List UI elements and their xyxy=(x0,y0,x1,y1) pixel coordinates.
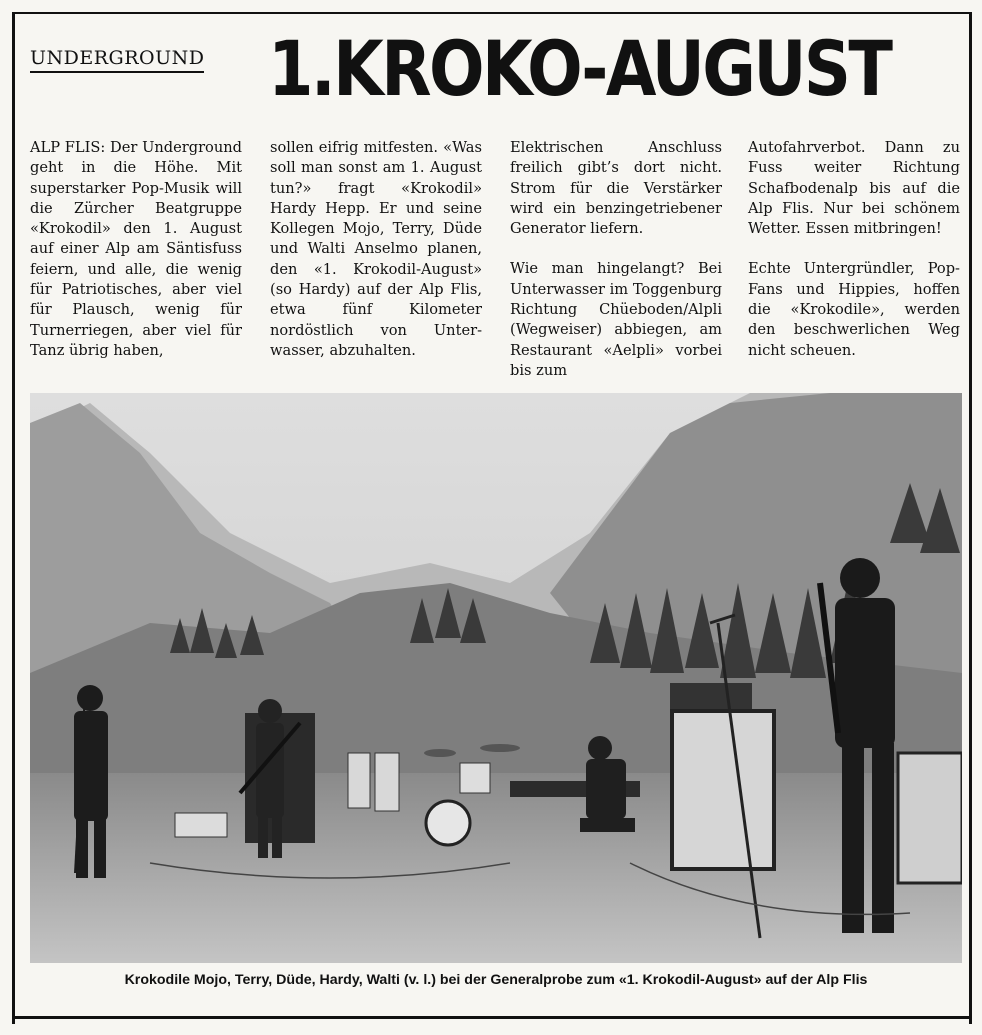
paragraph: sollen eifrig mitfesten. «Was soll man sonst am 1. August tun?» fragt «Krokodil» Hardy Hepp. Er und seine Kollegen Mojo, Terry, Düde und Walti Anselmo planen, den «1. Krokodil-August» (so Hardy) auf der Alp Flis, etwa fünf Kilometer nordöstlich von Unterwasser, abzuhalten. xyxy=(270,139,482,359)
text-column-4 xyxy=(748,138,960,381)
paragraph: Wie man hingelangt? Bei Unterwasser im Toggenburg Richtung Chüeboden/Alpli (Wegweiser) abbiegen, am Restaurant «Aelpli» vorbei bis zum xyxy=(510,260,722,379)
section-rubric: UNDERGROUND xyxy=(30,47,204,73)
paragraph: Autofahrverbot. Dann zu Fuss weiter Richtung Schafbodenalp bis auf die Alp Flis. Nur bei schönem Wetter. Essen mitbringen! xyxy=(748,139,960,238)
text-column-2 xyxy=(270,138,482,381)
paragraph: ALP FLIS: Der Underground geht in die Höhe. Mit superstarker Pop-Musik will die Zürcher Beatgruppe «Krokodil» den 1. August auf einer Alp am Säntisfuss feiern, und alle, die wenig für Patriotisches, aber viel für Plausch, wenig für Turnerriegen, aber viel für Tanz übrig haben, xyxy=(30,139,242,359)
paragraph: Echte Untergründler, Pop-Fans und Hippies, hoffen die «Krokodile», werden den beschwerlichen Weg nicht scheuen. xyxy=(748,260,960,359)
article-body xyxy=(30,138,962,388)
text-column-1 xyxy=(30,138,242,381)
headline: 1.KROKO-AUGUST xyxy=(268,24,891,113)
photo-caption: Krokodile Mojo, Terry, Düde, Hardy, Walti (v. l.) bei der Generalprobe zum «1. Krokodil-August» auf der Alp Flis xyxy=(124,972,868,988)
band-photo xyxy=(30,393,962,963)
text-column-3 xyxy=(510,138,722,401)
bottom-rule xyxy=(12,1016,972,1019)
paragraph: Elektrischen Anschluss freilich gibt’s dort nicht. Strom für die Verstärker wird ein benzingetriebener Generator liefern. xyxy=(510,139,722,238)
